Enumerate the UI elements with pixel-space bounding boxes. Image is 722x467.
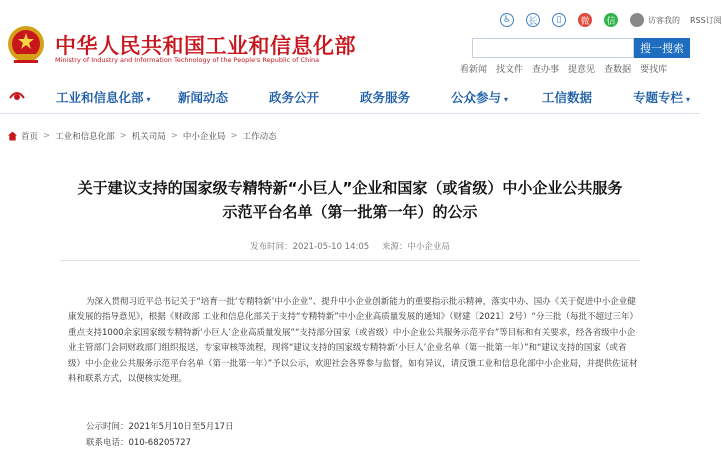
published-time: 发布时间：2021-05-10 14:05	[250, 242, 370, 252]
article-title-line1: 关于建议支持的国家级专精特新“小巨人”企业和国家（或省级）中小企业公共服务	[77, 179, 623, 197]
nav-item-government-services[interactable]	[360, 88, 410, 106]
contact-phone: 联系电话：010-68205727	[86, 438, 192, 448]
wechat-icon[interactable]: 信	[604, 13, 618, 27]
breadcrumb-home[interactable]: 首页	[21, 132, 39, 142]
search-input[interactable]	[472, 38, 634, 58]
nav-item-label: 公众参与	[451, 90, 502, 105]
quick-link-files[interactable]: 找文件	[496, 65, 524, 75]
nav-item-ministry[interactable]	[56, 88, 151, 106]
breadcrumb	[8, 130, 277, 142]
breadcrumb-separator: >	[170, 131, 178, 141]
nav-item-news[interactable]	[178, 88, 228, 106]
breadcrumb-work-updates[interactable]: 工作动态	[242, 132, 277, 142]
ministry-name-en: Ministry of Industry and Information Technology of the People's Republic of China	[55, 56, 320, 64]
chevron-down-icon: ▾	[504, 95, 509, 104]
site-header	[0, 0, 722, 76]
mobile-icon[interactable]: ▯	[552, 13, 566, 27]
nav-logo-icon	[8, 88, 26, 102]
nav-item-public-participation[interactable]	[451, 88, 508, 106]
article-meta	[0, 240, 700, 252]
breadcrumb-departments[interactable]: 机关司局	[131, 132, 166, 142]
nav-item-topics[interactable]	[633, 88, 690, 106]
quick-link-news[interactable]: 看新闻	[460, 65, 488, 75]
nav-item-data[interactable]	[542, 88, 592, 106]
ministry-name-cn: 中华人民共和国工业和信息化部	[55, 34, 356, 58]
quick-link-library[interactable]: 要找库	[640, 65, 668, 75]
quick-link-data[interactable]: 查数据	[604, 65, 632, 75]
home-icon	[8, 132, 17, 141]
notice-period: 公示时间：2021年5月10日至5月17日	[86, 422, 234, 432]
article-title-line2: 示范平台名单（第一批第一年）的公示	[222, 203, 478, 221]
nav-item-label: 工信数据	[542, 90, 593, 105]
quick-link-feedback[interactable]: 提意见	[568, 65, 596, 75]
article-title	[20, 176, 680, 224]
national-emblem-icon	[6, 24, 46, 66]
divider	[60, 260, 640, 261]
nav-item-government-affairs[interactable]	[269, 88, 319, 106]
article-body: 为深入贯彻习近平总书记关于“培育一批‘专精特新’中小企业”、提升中小企业创新能力的重要指示批示精神，落实中办、国办《关于促进中小企业健康发展的指导意见》，根据《财政部 工业和信息化部关于支持“专精特新”中小企业高质量发展的通知》（财建〔2021〕2号）“分三批（每批不超过三年）重点支持1000余家国家级专精特新‘小巨人’企业高质量发展”“支持部分国家（或省级）中小企业公共服务示范平台”等目标和有关要求，经各省级中小企业主管部门会同财政部门组织报送，专家审核等流程，现将“建议支持的国家级专精特新‘小巨人’企业名单（第一批第一年）”和“建议支持的国家（或省级）中小企业公共服务示范平台名单（第一批第一年）”予以公示，欢迎社会各界参与监督，如有异议，请反馈工业和信息化部中小企业局，并提供佐证材料和联系方式，以便核实处理。	[68, 297, 638, 385]
top-utility-bar	[500, 10, 722, 30]
breadcrumb-separator: >	[230, 131, 238, 141]
nav-item-label: 新闻动态	[178, 90, 229, 105]
nav-item-label: 专题专栏	[633, 90, 684, 105]
chevron-down-icon: ▾	[686, 95, 691, 104]
article-source: 来源：中小企业局	[381, 242, 450, 252]
user-icon[interactable]	[630, 13, 644, 27]
nav-item-label: 工业和信息化部	[56, 90, 144, 105]
nav-item-label: 政务公开	[269, 90, 320, 105]
search-button[interactable]: 搜一搜索	[634, 38, 690, 58]
breadcrumb-separator: >	[43, 131, 51, 141]
elder-mode-icon[interactable]: 长	[526, 13, 540, 27]
nav-item-label: 政务服务	[360, 90, 411, 105]
chevron-down-icon: ▾	[146, 95, 151, 104]
breadcrumb-separator: >	[119, 131, 127, 141]
main-nav	[0, 78, 700, 114]
visit-link[interactable]: 访客我的	[648, 15, 680, 25]
quick-link-services[interactable]: 查办事	[532, 65, 560, 75]
breadcrumb-sme-bureau[interactable]: 中小企业局	[182, 132, 226, 142]
accessibility-icon[interactable]: ♿	[500, 13, 514, 27]
weibo-icon[interactable]: 微	[578, 13, 592, 27]
breadcrumb-ministry[interactable]: 工业和信息化部	[55, 132, 115, 142]
quick-links	[460, 62, 676, 75]
rss-link[interactable]: RSS订阅	[690, 15, 722, 25]
